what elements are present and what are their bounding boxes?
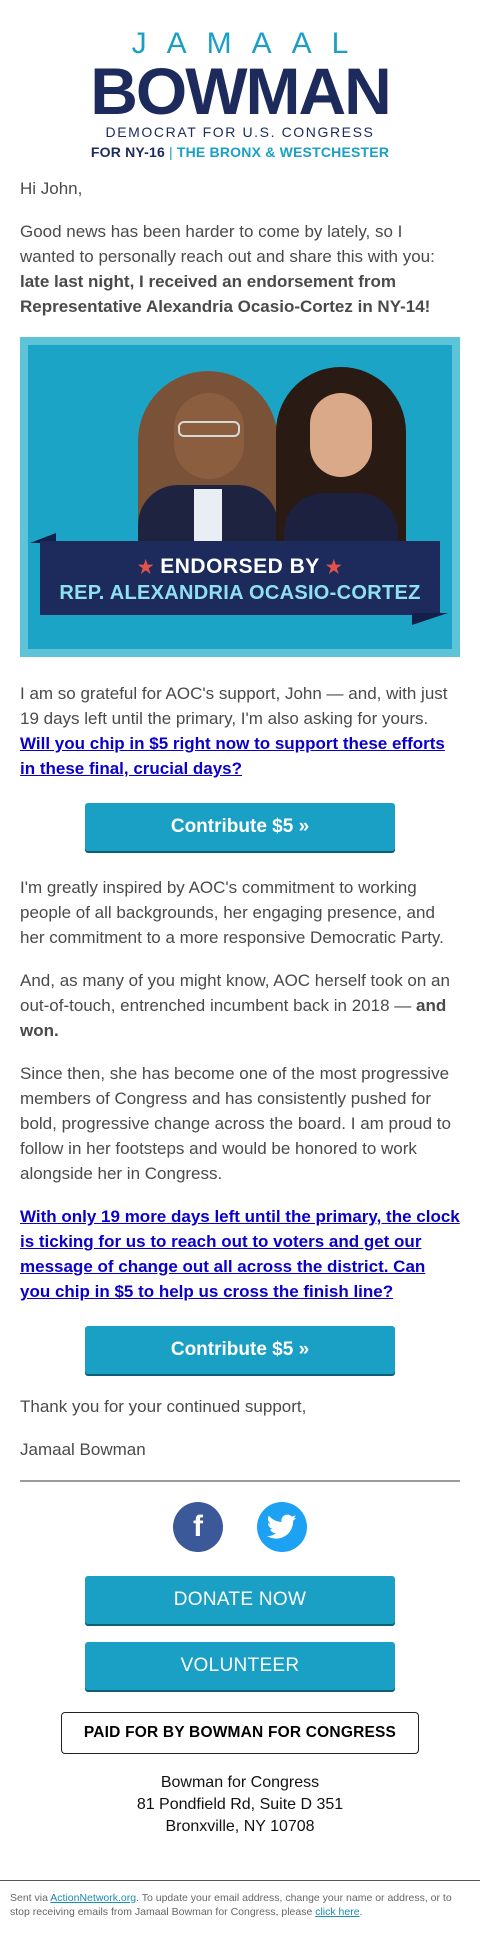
intro-text: Good news has been harder to come by lately, so I wanted to personally reach out and share this with you: [20, 222, 435, 266]
logo-last-name: BOWMAN [90, 54, 390, 128]
logo-district-primary: FOR NY-16 [90, 144, 166, 160]
intro-bold-text: late last night, I received an endorsement from Representative Alexandria Ocasio-Cortez in NY-14! [20, 272, 431, 316]
star-icon: ★ [325, 557, 343, 577]
logo-district-secondary: THE BRONX & WESTCHESTER [176, 144, 390, 160]
address-org: Bowman for Congress [160, 1774, 320, 1791]
logo-subtitle: DEMOCRAT FOR U.S. CONGRESS [105, 124, 375, 140]
paid-for-disclaimer: PAID FOR BY BOWMAN FOR CONGRESS [61, 1712, 419, 1754]
portrait-ocasio-cortez [276, 367, 406, 545]
twitter-icon[interactable] [257, 1502, 307, 1552]
address-street: 81 Pondfield Rd, Suite D 351 [136, 1796, 344, 1813]
campaign-logo [0, 0, 480, 176]
volunteer-button[interactable]: VOLUNTEER [85, 1642, 395, 1690]
facebook-icon[interactable]: f [173, 1502, 223, 1552]
incumbent-paragraph: And, as many of you might know, AOC herself took on an out-of-touch, entrenched incumbent back in 2018 — and won. [20, 971, 450, 1040]
address-city: Bronxville, NY 10708 [165, 1818, 315, 1835]
contribute-button-2[interactable]: Contribute $5 » [85, 1326, 395, 1374]
portrait-bowman [138, 371, 278, 545]
logo-separator: | [169, 144, 173, 160]
inspired-paragraph: I'm greatly inspired by AOC's commitment to working people of all backgrounds, her engaging presence, and her commitment to a more responsive Democratic Party. [20, 878, 444, 947]
intro-paragraph [20, 219, 460, 319]
deadline-paragraph [20, 1204, 460, 1304]
email-body [0, 176, 480, 1462]
signature: Jamaal Bowman [20, 1440, 146, 1459]
logo-district [0, 142, 480, 162]
contribute-button[interactable]: Contribute $5 » [85, 803, 395, 851]
progressive-paragraph: Since then, she has become one of the most progressive members of Congress and has consistently pushed for bold, progressive change across the board. I am proud to follow in her footsteps and would be honored to work alongside her in Congress. [20, 1064, 451, 1183]
endorsement-image-inner [28, 345, 452, 649]
endorsement-banner [40, 541, 440, 615]
mailing-address [0, 1772, 480, 1838]
support-text: I am so grateful for AOC's support, John — and, with just 19 days left until the primary, I'm also asking for yours. [20, 684, 448, 728]
deadline-chip-in-link[interactable]: With only 19 more days left until the primary, the clock is ticking for us to reach out to voters and get our message of change out all across the district. Can you chip in $5 to help us cross the finish line? [20, 1207, 460, 1301]
and-won-bold: and won. [20, 996, 447, 1040]
email-footer: Sent via ActionNetwork.org. To update your email address, change your name or address, or to stop receiving emails from Jamaal Bowman for Congress, please click here. [0, 1880, 480, 1929]
star-icon: ★ [137, 557, 155, 577]
greeting: Hi John, [20, 179, 83, 198]
chip-in-link[interactable]: Will you chip in $5 right now to support these efforts in these final, crucial days? [20, 734, 445, 778]
donate-now-button[interactable]: DONATE NOW [85, 1576, 395, 1624]
divider [20, 1480, 460, 1482]
unsubscribe-link[interactable]: click here [315, 1906, 360, 1918]
banner-endorsed-by: ★ ENDORSED BY ★ [40, 555, 440, 579]
endorsement-image[interactable] [20, 337, 460, 657]
banner-endorser-name: REP. ALEXANDRIA OCASIO-CORTEZ [59, 582, 421, 604]
logo-first-name: JAMAAL [131, 27, 369, 60]
support-paragraph [20, 681, 460, 781]
signoff: Thank you for your continued support, [20, 1397, 307, 1416]
social-links [0, 1502, 480, 1552]
action-network-link[interactable]: ActionNetwork.org [50, 1892, 137, 1904]
